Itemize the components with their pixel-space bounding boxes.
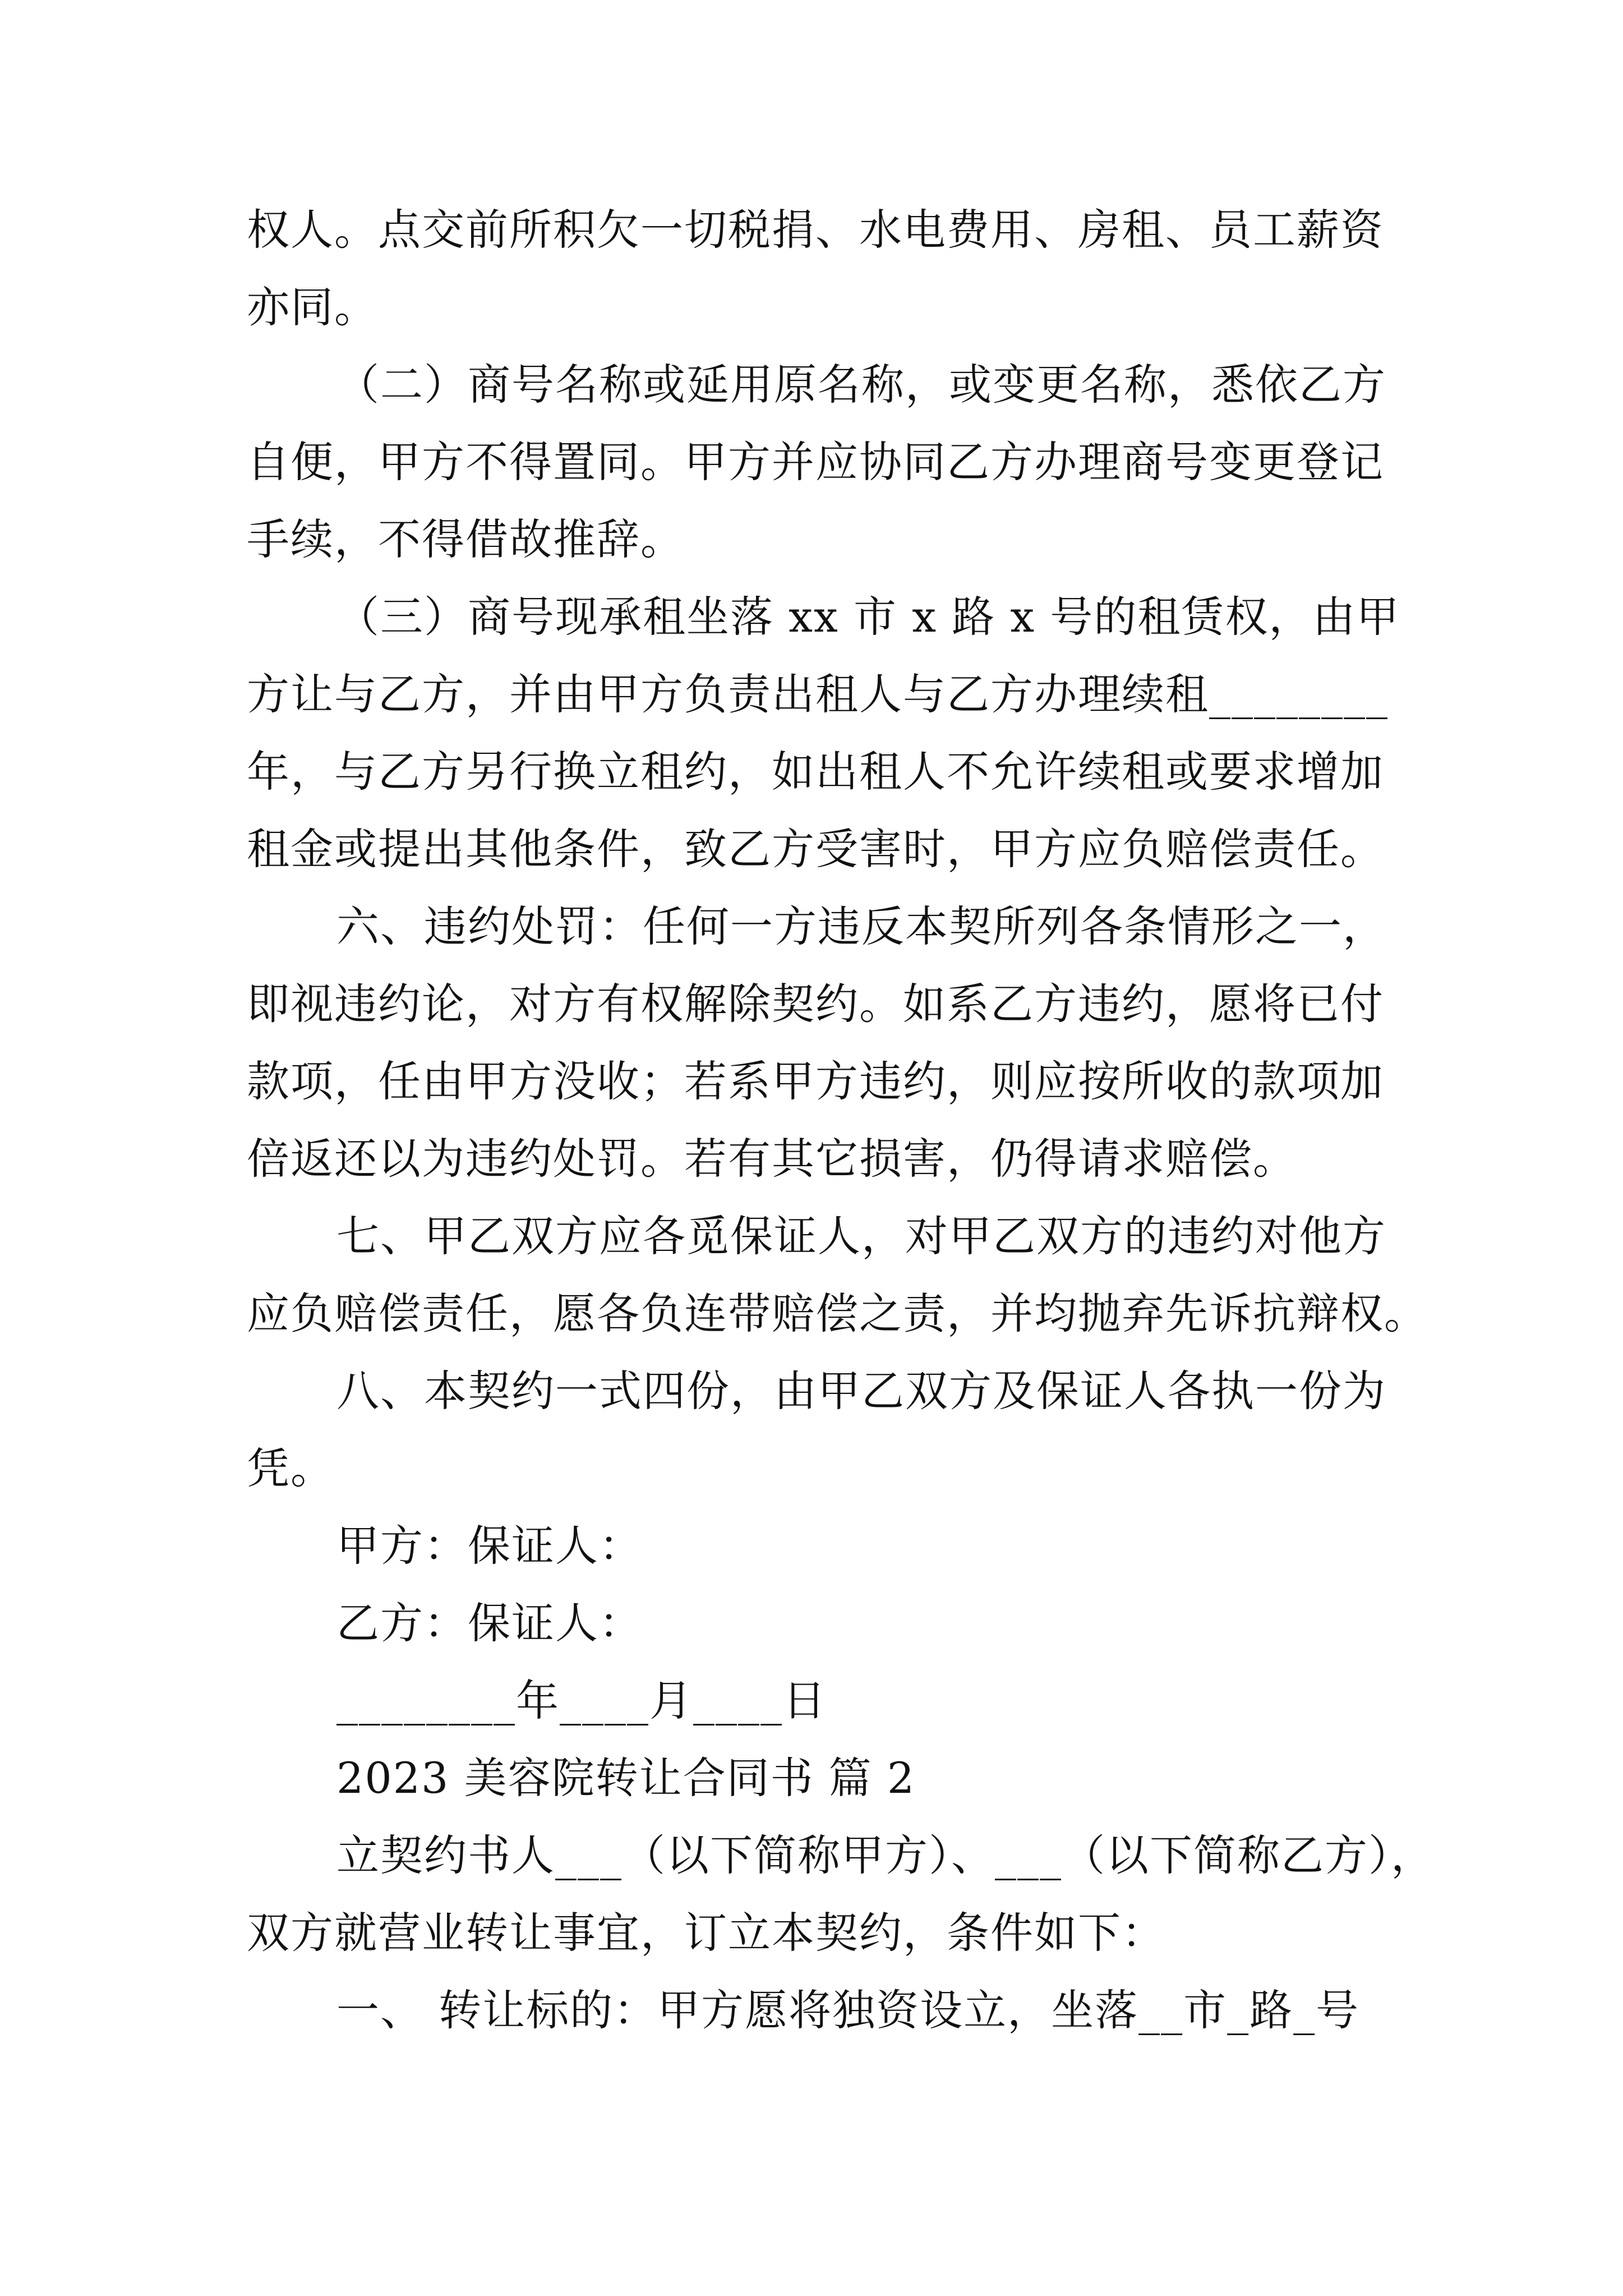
paragraph-line: 年，与乙方另行换立租约，如出租人不允许续租或要求增加 (247, 747, 1384, 797)
paragraph-line: 双方就营业转让事宜，订立本契约，条件如下： (247, 1908, 1165, 1958)
paragraph-line: 立契约书人___（以下简称甲方）、___（以下简称乙方）， (336, 1830, 1435, 1880)
paragraph-line: 凭。 (247, 1443, 334, 1493)
paragraph-line: 亦同。 (247, 282, 378, 332)
paragraph-line: 六、违约处罚：任何一方违反本契所列各条情形之一， (336, 901, 1386, 951)
signature-line-party-a: 甲方：保证人： (336, 1521, 643, 1571)
paragraph-line: （三）商号现承租坐落 xx 市 x 路 x 号的租赁权，由甲 (336, 592, 1400, 642)
paragraph-line: 款项，任由甲方没收；若系甲方违约，则应按所收的款项加 (247, 1056, 1384, 1106)
paragraph-line: 七、甲乙双方应各觅保证人，对甲乙双方的违约对他方 (336, 1211, 1386, 1261)
date-line: ________年____月____日 (336, 1676, 827, 1726)
paragraph-line: 手续，不得借故推辞。 (247, 514, 684, 564)
paragraph-line: 即视违约论，对方有权解除契约。如系乙方违约，愿将已付 (247, 979, 1384, 1029)
paragraph-line: 租金或提出其他条件，致乙方受害时，甲方应负赔偿责任。 (247, 824, 1384, 874)
paragraph-line: 权人。点交前所积欠一切税捐、水电费用、房租、员工薪资 (247, 205, 1384, 255)
paragraph-line: 八、本契约一式四份，由甲乙双方及保证人各执一份为 (336, 1366, 1386, 1416)
paragraph-line: 方让与乙方，并由甲方负责出租人与乙方办理续租________ (247, 669, 1389, 719)
paragraph-line: （二）商号名称或延用原名称，或变更名称，悉依乙方 (336, 360, 1386, 409)
section-heading: 2023 美容院转让合同书 篇 2 (336, 1753, 916, 1803)
paragraph-line: 应负赔偿责任，愿各负连带赔偿之责，并均抛弃先诉抗辩权。 (247, 1289, 1428, 1338)
signature-line-party-b: 乙方：保证人： (336, 1598, 643, 1648)
paragraph-line: 自便，甲方不得置同。甲方并应协同乙方办理商号变更登记 (247, 437, 1384, 487)
paragraph-line: 一、 转让标的：甲方愿将独资设立，坐落__市_路_号 (336, 1985, 1360, 2035)
paragraph-line: 倍返还以为违约处罚。若有其它损害，仍得请求赔偿。 (247, 1134, 1297, 1184)
